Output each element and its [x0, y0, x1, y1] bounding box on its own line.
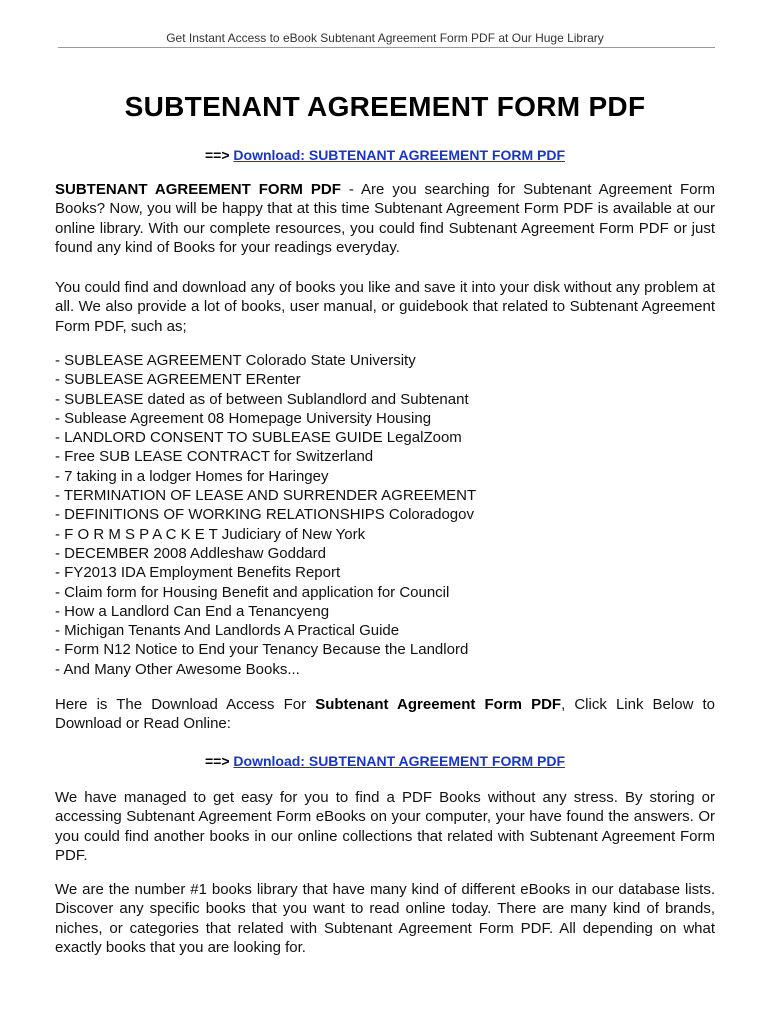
- book-list: [55, 351, 715, 679]
- list-item: - F O R M S P A C K E T Judiciary of New York: [55, 525, 366, 543]
- access-bold-title: Subtenant Agreement Form PDF: [315, 696, 562, 713]
- intro-text: - Are you searching for Subtenant Agreement Form Books? Now, you will be happy that at this time Subtenant Agreement Form PDF is available at our online library. With our complete resources, you could find Subtenant Agreement Form PDF or just found any kind of Books for your readings everyday.: [55, 181, 715, 257]
- list-item: - DEFINITIONS OF WORKING RELATIONSHIPS Coloradogov: [55, 506, 474, 524]
- library-paragraph: We are the number #1 books library that have many kind of different eBooks in our database lists. Discover any specific books that you want to read online today. There are many kind of brands, niches, or categories that related with Subtenant Agreement Form PDF. All depending on what exactly books that you are looking for.: [55, 881, 715, 957]
- list-item: - Michigan Tenants And Landlords A Practical Guide: [55, 622, 400, 640]
- intro-bold-title: SUBTENANT AGREEMENT FORM PDF: [55, 181, 341, 198]
- list-item: - SUBLEASE dated as of between Sublandlord and Subtenant: [55, 390, 469, 408]
- list-item: - Claim form for Housing Benefit and application for Council: [55, 583, 450, 601]
- list-item: - SUBLEASE AGREEMENT ERenter: [55, 371, 301, 389]
- download-line-bottom: [0, 753, 770, 769]
- list-item: - How a Landlord Can End a Tenancyeng: [55, 602, 330, 620]
- download-link-bottom[interactable]: Download: SUBTENANT AGREEMENT FORM PDF: [233, 753, 565, 769]
- related-books-paragraph: You could find and download any of books you like and save it into your disk without any problem at all. We also provide a lot of books, user manual, or guidebook that related to Subtenant Agreement Form PDF, such as;: [55, 279, 715, 335]
- list-item: - DECEMBER 2008 Addleshaw Goddard: [55, 544, 326, 562]
- list-item: - SUBLEASE AGREEMENT Colorado State University: [55, 352, 416, 369]
- list-item: - TERMINATION OF LEASE AND SURRENDER AGREEMENT: [55, 487, 477, 505]
- storage-paragraph: We have managed to get easy for you to find a PDF Books without any stress. By storing or accessing Subtenant Agreement Form eBooks on your computer, your have found the answers. Or you could find another books in our online collections that related with Subtenant Agreement Form PDF.: [55, 789, 715, 865]
- download-arrow: ==>: [205, 753, 230, 769]
- list-item: - Form N12 Notice to End your Tenancy Because the Landlord: [55, 641, 469, 659]
- download-arrow: ==>: [205, 147, 230, 163]
- download-line-top: [0, 147, 770, 163]
- download-link-top[interactable]: Download: SUBTENANT AGREEMENT FORM PDF: [233, 147, 565, 163]
- access-text-pre: Here is The Download Access For: [55, 696, 316, 713]
- list-item: - Sublease Agreement 08 Homepage University Housing: [55, 409, 432, 427]
- list-item: - LANDLORD CONSENT TO SUBLEASE GUIDE LegalZoom: [55, 429, 462, 447]
- list-item: - And Many Other Awesome Books...: [55, 660, 300, 678]
- intro-paragraph: [55, 180, 715, 258]
- list-item: - Free SUB LEASE CONTRACT for Switzerland: [55, 448, 374, 466]
- download-access-paragraph: [55, 695, 715, 734]
- list-item: - FY2013 IDA Employment Benefits Report: [55, 564, 341, 582]
- header-text: Get Instant Access to eBook Subtenant Agreement Form PDF at Our Huge Library: [166, 31, 604, 45]
- header-divider: [58, 47, 715, 48]
- page-title: SUBTENANT AGREEMENT FORM PDF: [124, 91, 646, 122]
- access-text-post: , Click Link Below to Download or Read Online:: [55, 696, 715, 733]
- list-item: - 7 taking in a lodger Homes for Haringey: [55, 467, 329, 485]
